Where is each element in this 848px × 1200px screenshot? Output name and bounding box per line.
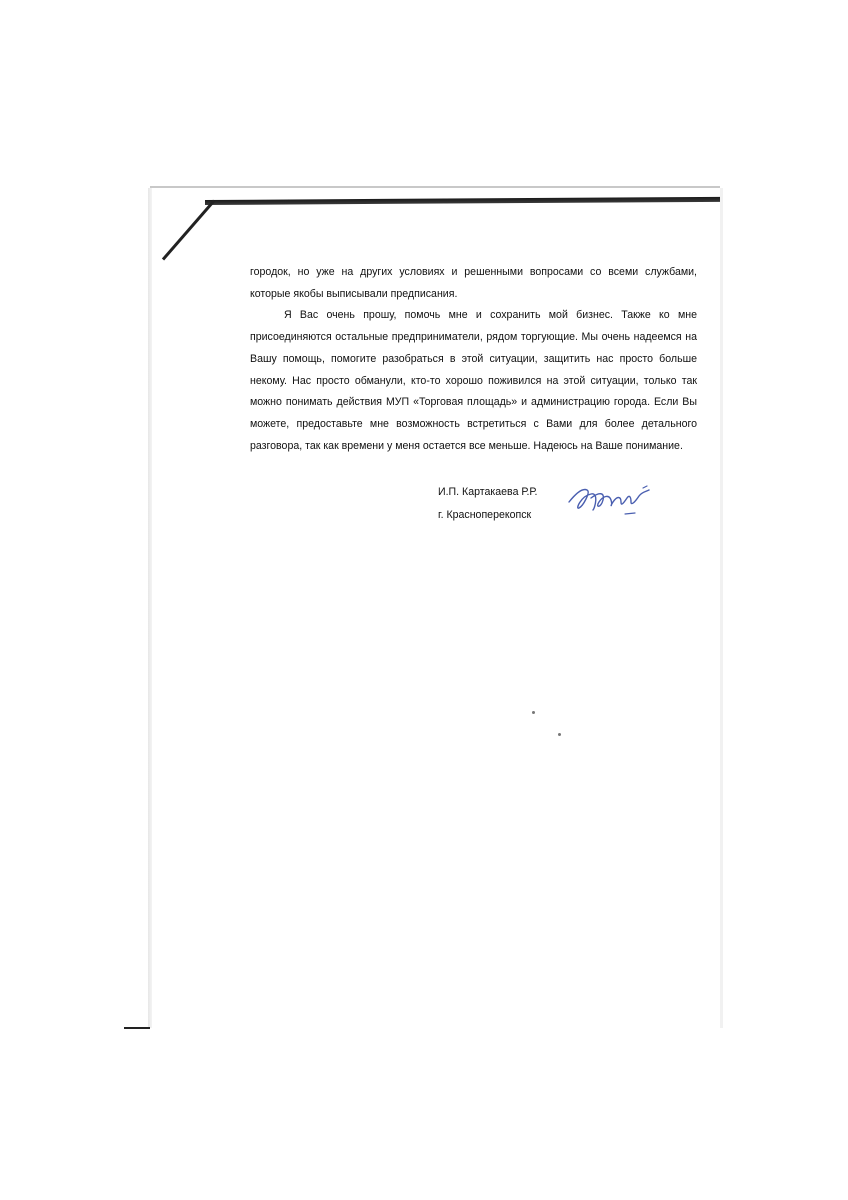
- signatory-city: г. Красноперекопск: [438, 509, 532, 521]
- scan-edge-top: [205, 197, 722, 205]
- scan-edge-right: [720, 188, 723, 1028]
- handwritten-signature-icon: [565, 478, 657, 522]
- signature-block: [438, 481, 537, 527]
- letter-paragraph: Я Вас очень прошу, помочь мне и сохранить мой бизнес. Также ко мне присоединяются остальные предприниматели, рядом торгующие. Мы очень надеемся на Вашу помощь, помогите разобраться в этой ситуации, защитить нас просто больше некому. Нас просто обманули, кто-то хорошо поживился на этой ситуации, только так можно понимать действия МУП «Торговая площадь» и администрацию города. Если Вы можете, предоставьте мне возможность встретиться с Вами для более детального разговора, так как времени у меня остается все меньше. Надеюсь на Ваше понимание.: [250, 309, 697, 452]
- signatory-name: И.П. Картакаева Р.Р.: [438, 486, 538, 498]
- letter-paragraph: городок, но уже на других условиях и решенными вопросами со всеми службами, которые якобы выписывали предписания.: [250, 266, 697, 300]
- letter-body: [250, 262, 697, 457]
- scan-edge-bottom-mark: [124, 1027, 150, 1029]
- scan-edge-corner: [162, 200, 215, 261]
- scan-speck: [532, 711, 535, 714]
- scan-edge-left: [148, 188, 152, 1028]
- scan-edge-top-light: [150, 186, 720, 188]
- scan-speck: [558, 733, 561, 736]
